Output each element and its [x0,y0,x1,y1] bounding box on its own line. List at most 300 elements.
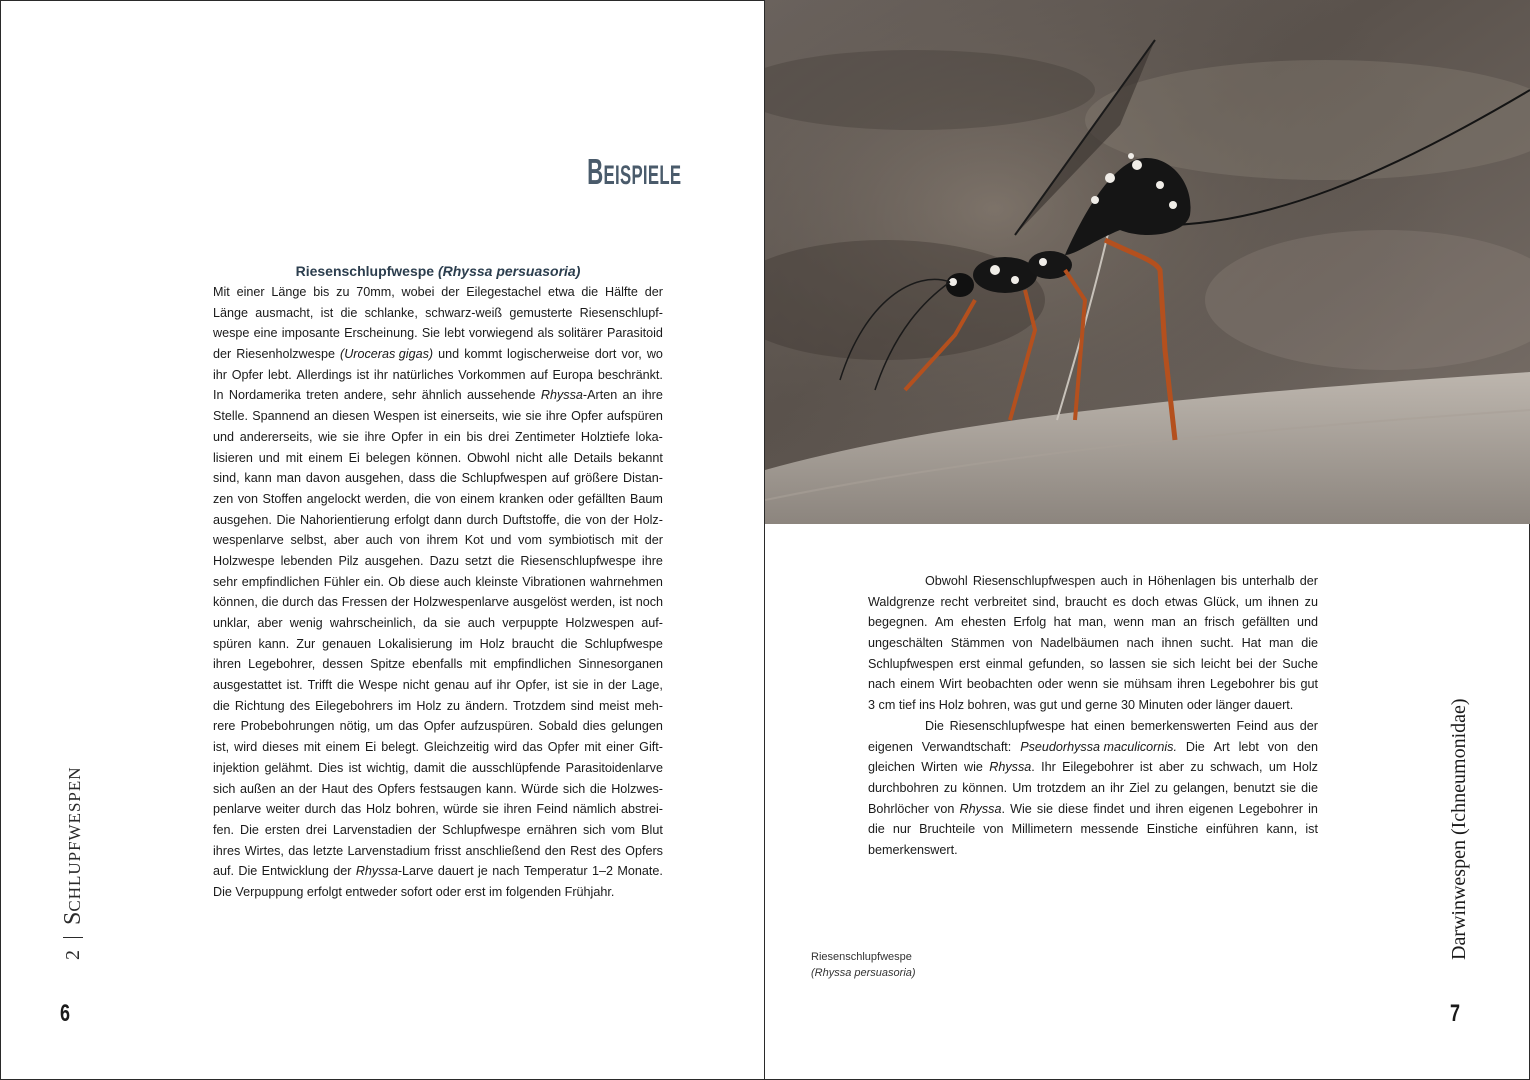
word: bis [1279,677,1296,692]
text-line [213,675,663,696]
word: injektion [213,760,260,775]
word: beobachten [966,677,1033,692]
word: Stoffen [262,491,303,506]
word: das [340,802,362,817]
word: Riesenschlupfwespe [520,553,636,568]
word: der [610,512,629,527]
word: genauen [322,636,372,651]
word: von [237,491,259,506]
word: Stelle. [213,409,249,424]
word: lebt [1238,739,1259,754]
word: kommt [464,347,502,362]
word: ihr [496,678,511,693]
word: trotzdem [1036,780,1086,795]
word: abstrei- [620,802,663,817]
word: auf. [213,864,235,879]
word: auch [1100,574,1128,588]
word: Holzwespe [213,553,275,568]
word: ein [443,429,461,444]
word: braucht [1064,594,1107,609]
word: ist, [213,740,230,755]
word: da [423,616,438,630]
word: wo [646,347,663,362]
word: Parasitoidenlarve [565,760,663,775]
word: der [1299,574,1318,588]
word: aber [1158,760,1185,775]
word: wenn [1113,615,1144,630]
word: wichtig, [366,760,409,775]
word: eigenen [1188,801,1234,816]
word: Obwohl [925,574,968,588]
word: ehesten [961,615,1006,630]
word: Larvenstadien [332,822,412,837]
word: Opfer, [515,678,550,693]
word: zu [336,285,350,299]
word: einem [325,740,360,755]
word: Opfer [547,740,580,755]
word: Sinnesorganen [578,657,663,672]
word: Feind [1236,718,1268,733]
section-title: BEISPIELE [587,151,682,192]
word: Rest [570,843,597,858]
word: ihren [213,657,242,672]
word: von [399,533,420,548]
word: können, [213,595,258,610]
text-line [213,530,663,551]
word: Sobald [538,719,578,734]
word: ihren [503,802,532,817]
word: gefällten [577,491,626,506]
word: messende [1080,822,1139,837]
word: 3 [868,698,876,713]
word: ihrem [426,533,459,548]
word: ausgelöst [512,595,567,610]
word: mit [584,740,602,755]
word: aufspüren [606,409,663,424]
word: Millimetern [1011,822,1073,837]
word: Die [276,512,296,527]
text-line [213,882,663,903]
wasp-photo-graphic [765,0,1530,524]
word: nämlich [572,802,617,817]
text-line [868,654,1318,675]
text-line [213,282,663,303]
word: wobei [401,285,435,299]
word: Details [573,450,613,465]
word: Wirtes, [244,843,284,858]
word: wird [234,740,258,755]
word: Holz [416,698,442,713]
word: ihr [1110,780,1125,795]
word: etwas [1164,594,1198,609]
word: von [1012,636,1033,651]
word: werden, [570,595,616,610]
word: Rhyssa-Arten [540,388,618,403]
word: Waldgrenze [868,594,935,609]
text-line [213,634,663,655]
word: Holz [365,802,392,817]
word: oder [1186,698,1213,713]
word: kann [244,471,272,486]
text-line [213,323,663,344]
word: solitärer [557,326,603,341]
word: mit [469,657,487,672]
word: um [375,719,394,734]
word: sie [525,409,542,424]
word: vom [611,822,636,837]
word: bei [1235,656,1253,671]
word: länger [1215,698,1251,713]
word: diese [1058,801,1089,816]
word: bekannt [618,450,663,465]
word: Opfers [377,781,416,796]
word: ersten [264,822,300,837]
text-line [868,757,1318,778]
text-line [213,385,663,406]
word: sie [1279,780,1297,795]
word: Probebohrungen [240,719,335,734]
word: Vorkommen [458,367,526,382]
word: Holzwespenlarve [413,595,510,610]
word: Ziel [1129,780,1150,795]
word: Die [1185,739,1205,754]
word: der [608,678,627,693]
word: Einstiche [1146,822,1198,837]
word: sich [582,822,606,837]
word: nicht [402,678,430,693]
word: ausgehen, [344,471,404,486]
word: dieses [262,740,299,755]
text-line [868,716,1318,737]
word: ungeschälten [868,636,943,651]
word: einerseits, [440,409,499,424]
word: wahrnehmen [590,574,663,589]
word: dort [594,347,617,362]
word: damit [413,760,445,775]
word: Dazu [429,553,459,568]
word: würde [443,802,478,817]
word: Wirten [921,760,958,775]
word: Glück, [1203,594,1240,609]
text-line [213,716,663,737]
word: Legebohrer [1210,677,1275,692]
word: auf [551,471,570,486]
word: Verwandtschaft: [921,739,1012,754]
text-line [868,674,1318,695]
word: schwarz-weiß [425,305,503,320]
word: festsaugen [419,781,482,796]
word: Würde [521,781,559,796]
word: nach [1126,636,1154,651]
text-line [213,468,663,489]
word: der [441,285,460,299]
word: der [298,781,317,796]
word: weiter [266,802,300,817]
word: ausgehen. [213,512,272,527]
word: Holztiefe [580,429,630,444]
word: von [983,822,1004,837]
text-line [213,448,663,469]
word: um [1244,594,1263,609]
word: sie [342,429,359,444]
word: Gleichzeitig [424,740,490,755]
word: einem [308,450,343,465]
word: kann, [1266,822,1298,837]
word: Richtung [234,698,285,713]
word: beschränkt. [597,367,663,382]
word: lebt [444,326,465,341]
word: Erscheinung. [344,326,418,341]
word: rere [213,719,236,734]
word: sind, [1032,594,1060,609]
word: wenig [289,616,323,630]
word: sind, [213,471,240,486]
word: frisst [434,843,462,858]
word: Am [934,615,954,630]
word: Monate. [617,864,663,879]
word: Nahorientierung [299,512,390,527]
word: Zur [296,636,316,651]
text-line [213,344,663,365]
word: einem [460,491,495,506]
word: Die [240,822,259,837]
word: ihre [641,388,663,403]
word: ähnlich [421,388,462,403]
word: und [1296,615,1318,630]
word: auch [467,616,495,630]
word: zen [213,491,234,506]
word: frisch [1204,615,1235,630]
word: Lage, [631,678,663,693]
word: gefunden, [1028,656,1085,671]
word: ist [1139,760,1153,775]
word: imposante [281,326,340,341]
word: mit [285,450,303,465]
word: Schlupfwespen [868,656,954,671]
word: sind [570,698,594,713]
word: bemerkenswert. [868,842,958,857]
word: Eilegestachel [466,285,542,299]
text-line [213,779,663,800]
text-line [213,758,663,779]
word: wespenlarve [213,533,284,548]
word: Temperatur [523,864,588,879]
word: von [934,801,955,816]
word: sie [1036,801,1054,816]
word: lisieren [213,450,253,465]
word: unterhalb [1242,574,1295,588]
word: durch [304,802,337,817]
word: vor, [621,347,642,362]
right-text-column [868,571,1318,861]
word: ausmacht, [255,305,314,320]
word: meh- [634,698,663,713]
text-line [213,427,663,448]
word: treten [306,388,339,403]
word: Hälfte [604,285,638,299]
word: in [428,429,439,444]
word: Opfer [391,429,423,444]
word: oder [548,491,574,506]
word: belegen [365,450,411,465]
text-line [213,572,663,593]
word: cm [878,698,896,713]
word: ist [619,595,632,610]
word: Länge [213,305,249,320]
word: Opfer [423,719,456,734]
word: leicht [1200,656,1231,671]
word: Legebohrer [1238,801,1303,816]
word: des [289,698,311,713]
word: diese [409,574,440,589]
word: dass [408,471,436,486]
word: bis [1220,574,1238,588]
word: Holzwes- [611,781,663,796]
word: Rhyssa. [989,760,1035,775]
word: Gift- [639,740,663,755]
word: mit [303,740,321,755]
word: gleichen [868,760,915,775]
word: an [1183,615,1198,630]
word: Ei [364,740,377,755]
word: mühsam [1123,677,1173,692]
text-line [213,799,663,820]
word: tief [898,698,916,713]
word: ihre [364,429,386,444]
word: Rhyssa-Larve [355,864,434,879]
word: empfindlichen [493,657,572,672]
photo-caption: Riesenschlupfwespe (Rhyssa persuasoria) [811,951,916,979]
word: benutzt [1233,780,1275,795]
word: Holz [938,698,964,713]
word: Trotzdem [512,698,566,713]
word: Stämmen [950,636,1005,651]
word: Spannend [252,409,310,424]
word: der [333,864,352,879]
word: setzt [464,553,492,568]
word: die [450,760,467,775]
word: Sie [421,326,441,341]
word: braucht [511,636,554,651]
text-line [213,737,663,758]
word: drei [305,822,327,837]
left-text-column [213,260,663,903]
word: einer [236,285,265,299]
word: dauert. [1254,698,1294,713]
word: sofort [400,884,433,899]
word: Schlupfwespen [461,471,547,486]
word: im [459,636,473,651]
word: wie [964,760,983,775]
word: etwa [547,285,575,299]
word: 30 [1120,698,1135,713]
word: Lokalisierung [378,636,453,651]
text-line [213,820,663,841]
word: andere, [343,388,387,403]
word: alle [548,450,568,465]
word: auf [474,678,492,693]
word: in [593,678,604,693]
word: belegt. [381,740,419,755]
word: nötig, [339,719,371,734]
word: ist [348,760,362,775]
word: die [1301,636,1318,651]
word: doch [1131,594,1159,609]
word: eigenen [868,739,913,754]
word: erfolgt [306,884,342,899]
right-running-head: Darwinwespen (Ichneumonidae) [1448,698,1470,960]
word: ihres [213,843,241,858]
word: ist [554,678,568,693]
word: Art [1213,739,1230,754]
word: die [497,553,515,568]
word: Spitze [370,657,406,672]
word: Riesenholzwespe [236,347,335,362]
word: und [438,347,460,362]
word: den [1296,739,1318,754]
text-line [868,737,1318,758]
text-line [213,551,663,572]
word: hat [1053,615,1072,630]
word: loka- [635,429,663,444]
text-line [213,613,663,634]
word: Riesenschlupf- [579,305,663,320]
word: Larvenstadium [347,843,431,858]
word: ebenfalls [412,657,463,672]
word: Wirt [939,677,962,692]
word: (Uroceras gigas) [340,347,434,362]
word: sie [572,678,589,693]
word: aber [257,616,283,630]
word: auf [530,367,548,382]
word: Holz [479,636,505,651]
word: die [560,636,578,651]
word: ausgestattet [213,678,282,693]
word: begegnen. [868,615,928,630]
word: ihnen [1268,594,1299,609]
word: des [352,781,373,796]
word: ist [356,367,370,382]
word: der [391,595,410,610]
word: durch [282,595,314,610]
word: verbreitet [974,594,1027,609]
word: die [868,822,885,837]
word: dann [433,512,462,527]
word: sehr [213,574,238,589]
word: im [489,884,503,899]
word: vorwiegend [468,326,534,341]
word: das [398,719,419,734]
word: Holz [1292,760,1318,775]
word: im [398,698,412,713]
word: erst [959,656,981,671]
wasp-photo [765,0,1530,524]
word: sich [1172,656,1196,671]
word: je [478,864,488,879]
word: gelangen, [1173,780,1229,795]
word: folgenden [505,884,562,899]
word: sehr [391,388,417,403]
word: ihren [1155,801,1184,816]
word: ändern. [465,698,508,713]
word: des [600,843,621,858]
word: dies [582,719,606,734]
text-line [213,841,663,862]
word: Rhyssa. [959,801,1005,816]
word: wird [494,740,518,755]
word: ist [320,305,334,320]
word: der [417,822,437,837]
